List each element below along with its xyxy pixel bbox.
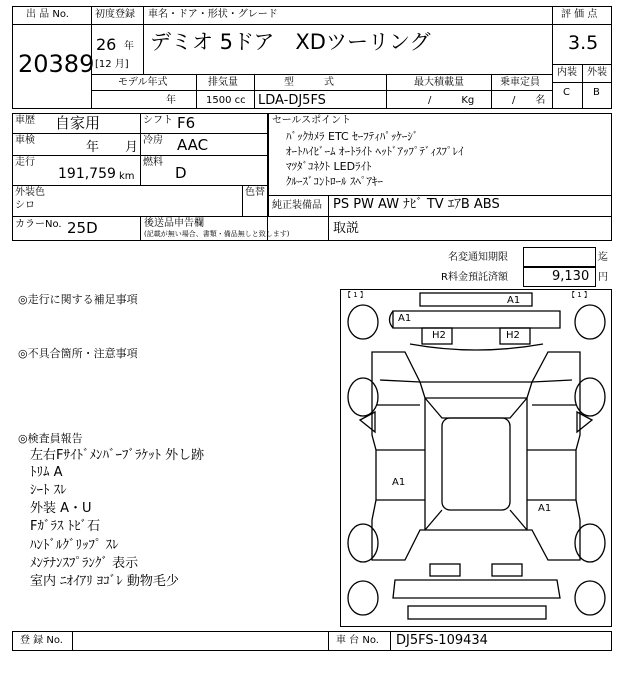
report-line: 左右Fｻｲﾄﾞﾒﾝﾊﾞｰﾌﾞﾗｹｯﾄ 外し跡 bbox=[30, 448, 205, 463]
corner-label-right: 【 1 】 bbox=[568, 291, 591, 299]
report-line: ｼｰﾄ ｽﾚ bbox=[30, 483, 67, 498]
exterior-label: 外装 bbox=[587, 67, 607, 78]
chassis-label: 車 台 No. bbox=[336, 635, 379, 646]
report-line: ﾄﾘﾑ A bbox=[30, 465, 63, 480]
corner-label-left: 【 1 】 bbox=[344, 291, 367, 299]
ac-value: AAC bbox=[177, 136, 209, 154]
damage-mark-roof-front: A1 bbox=[507, 295, 521, 306]
report-line: ﾒﾝﾃﾅﾝｽﾌﾟﾗﾝｸﾞ 表示 bbox=[30, 556, 139, 571]
type-value: LDA-DJ5FS bbox=[258, 93, 326, 108]
first-reg-year: 26 bbox=[96, 35, 117, 54]
damage-mark-front-bumper: A1 bbox=[398, 313, 412, 324]
exterior-grade: B bbox=[593, 87, 600, 98]
color-no-label: カラーNo. bbox=[15, 219, 62, 230]
sales-point: ﾏﾂﾀﾞｺﾈｸﾄ LEDﾗｲﾄ bbox=[286, 160, 372, 173]
shift-value: F6 bbox=[177, 114, 196, 132]
score-label: 評 価 点 bbox=[561, 9, 598, 20]
fuel-value: D bbox=[175, 164, 187, 182]
sales-point: ｵｰﾄﾊｲﾋﾞｰﾑ ｵｰﾄﾗｲﾄ ﾍｯﾄﾞｱｯﾌﾟﾃﾞｨｽﾌﾟﾚｲ bbox=[286, 145, 464, 158]
mileage-unit: km bbox=[119, 171, 135, 182]
reg-no-label: 登 録 No. bbox=[20, 635, 63, 646]
footer-row bbox=[12, 631, 612, 651]
damage-mark-headlight-left: H2 bbox=[432, 330, 446, 341]
color-no-value: 25D bbox=[67, 219, 98, 237]
recycle-value: 9,130 bbox=[552, 269, 590, 284]
lot-label: 出 品 No. bbox=[26, 9, 69, 20]
docs-value: 取説 bbox=[333, 221, 360, 236]
recycle-unit: 円 bbox=[598, 272, 608, 283]
history-label: 車歴 bbox=[15, 115, 35, 126]
report-label: ◎検査員報告 bbox=[18, 432, 83, 445]
ext-color-value: シロ bbox=[15, 200, 35, 211]
max-load-value: / Kg bbox=[428, 95, 475, 106]
sales-point: ﾊﾞｯｸｶﾒﾗ ETC ｾｰﾌﾃｨﾊﾟｯｹｰｼﾞ bbox=[286, 130, 419, 143]
car-name: デミオ 5ドア XDツーリング bbox=[150, 30, 431, 54]
equip-label: 純正装備品 bbox=[272, 200, 322, 211]
car-name-label: 車名・ドア・形状・グレード bbox=[148, 9, 278, 20]
ac-label: 冷房 bbox=[143, 135, 163, 146]
damage-mark-headlight-right: H2 bbox=[506, 330, 520, 341]
docs-label: 後送品申告欄 bbox=[144, 218, 204, 229]
model-year-label: モデル年式 bbox=[118, 77, 168, 88]
mileage-value: 191,759 bbox=[58, 166, 116, 182]
score-value: 3.5 bbox=[568, 32, 599, 54]
damage-mark-right-side: A1 bbox=[538, 503, 552, 514]
docs-note: (記載が無い場合、書類・備品無しと致します) bbox=[144, 230, 290, 238]
inspection-label: 車検 bbox=[15, 135, 35, 146]
interior-label: 内装 bbox=[557, 67, 577, 78]
defect-note-label: ◎不具合箇所・注意事項 bbox=[18, 347, 138, 360]
interior-grade: C bbox=[563, 87, 570, 98]
first-reg-month: [12 月] bbox=[95, 59, 129, 70]
displacement-label: 排気量 bbox=[208, 77, 238, 88]
ext-color-label: 外装色 bbox=[15, 187, 45, 198]
capacity-label: 乗車定員 bbox=[500, 77, 540, 88]
driving-note-label: ◎走行に関する補足事項 bbox=[18, 293, 138, 306]
recycle-label: R料金預託済額 bbox=[441, 272, 508, 283]
history-value: 自家用 bbox=[55, 114, 101, 132]
equipment-value: PS PW AW ﾅﾋﾞ TV ｴｱB ABS bbox=[333, 197, 500, 212]
capacity-value: / 名 bbox=[512, 95, 546, 106]
displacement-value: 1500 cc bbox=[206, 95, 246, 106]
report-line: 外装 A・U bbox=[30, 501, 92, 516]
report-line: Fｶﾞﾗｽ ﾄﾋﾞ石 bbox=[30, 519, 101, 534]
lot-number: 20389 bbox=[18, 50, 95, 78]
type-label: 型 式 bbox=[284, 77, 334, 88]
sales-point: ｸﾙｰｽﾞｺﾝﾄﾛｰﾙ ｽﾍﾟｱｷｰ bbox=[286, 175, 383, 188]
mileage-label: 走行 bbox=[15, 157, 35, 168]
shift-label: シフト bbox=[143, 115, 173, 126]
name-change-unit: 迄 bbox=[598, 252, 608, 263]
report-line: 室内 ﾆｵｲｱﾘ ﾖｺﾞﾚ 動物毛少 bbox=[30, 574, 179, 589]
color-change-label: 色替 bbox=[245, 187, 265, 198]
first-reg-label: 初度登録 bbox=[95, 9, 135, 20]
chassis-no-value: DJ5FS-109434 bbox=[396, 633, 488, 648]
damage-mark-left-side: A1 bbox=[392, 477, 406, 488]
inspection-value: 年 月 bbox=[86, 140, 139, 155]
max-load-label: 最大積載量 bbox=[414, 77, 464, 88]
name-change-label: 名変通知期限 bbox=[448, 252, 508, 263]
model-year-unit: 年 bbox=[166, 95, 176, 106]
sales-label: セールスポイント bbox=[272, 115, 352, 126]
report-line: ﾊﾝﾄﾞﾙｸﾞﾘｯﾌﾟ ｽﾚ bbox=[30, 538, 119, 553]
fuel-label: 燃料 bbox=[143, 157, 163, 168]
first-reg-year-unit: 年 bbox=[124, 41, 134, 52]
